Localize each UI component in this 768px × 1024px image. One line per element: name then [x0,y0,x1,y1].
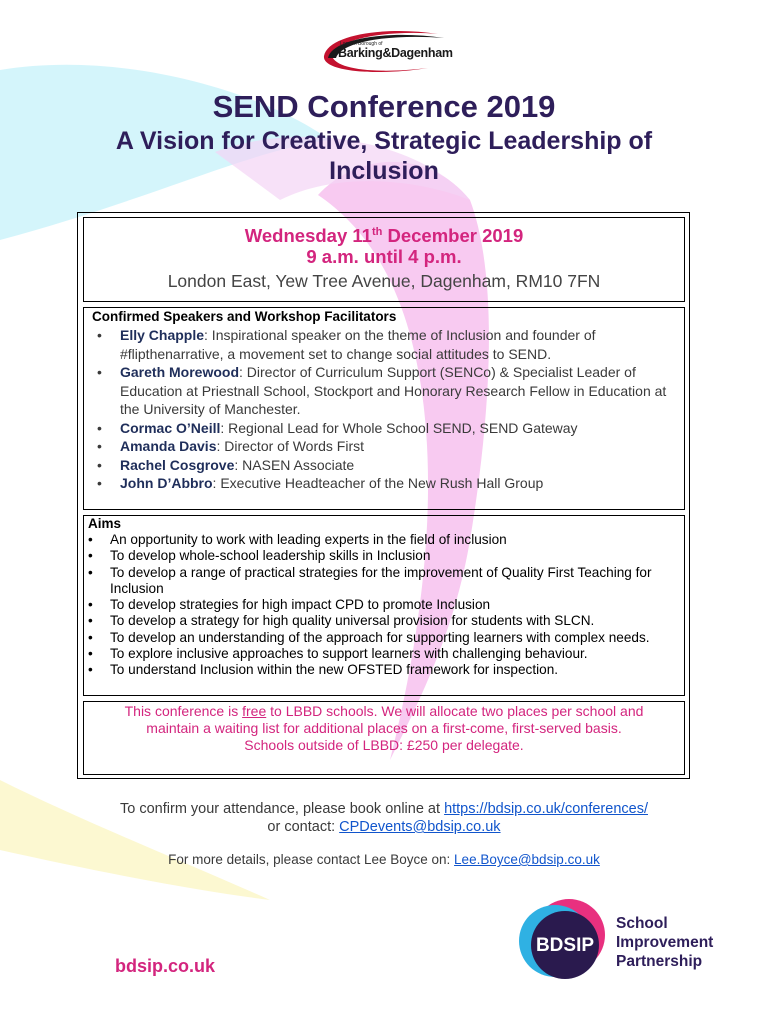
speaker-name: Rachel Cosgrove [120,456,235,473]
speaker-name: Cormac O’Neill [120,419,221,436]
booking-info: To confirm your attendance, please book online at https://bdsip.co.uk/conferences/ or contact: CPDevents@bdsip.co.uk [120,801,648,835]
speakers-heading: Confirmed Speakers and Workshop Facilitators [92,309,397,324]
speaker-item [84,419,684,438]
event-time: 9 a.m. until 4 p.m. [306,246,462,268]
speaker-item [84,326,684,363]
logo-name-text: Barking&Dagenham [338,46,453,60]
aim-item: • To develop a strategy for high quality universal provision for students with SLCN. [84,613,684,629]
lee-email-link[interactable]: Lee.Boyce@bdsip.co.uk [454,852,600,867]
speaker-item [84,437,684,456]
bdsip-logo-icon [515,893,611,989]
logo-small-text: London Borough of [340,41,383,47]
aim-item: • To explore inclusive approaches to support learners with challenging behaviour. [84,646,684,662]
pricing-box [83,701,685,775]
more-details: For more details, please contact Lee Boyce on: Lee.Boyce@bdsip.co.uk [168,852,600,867]
speaker-item [84,363,684,419]
speaker-name: John D’Abbro [120,475,213,491]
speaker-desc: : NASEN Associate [234,456,355,473]
lbbd-logo [318,26,453,76]
speaker-desc: : Inspirational speaker on the theme of Inclusion and founder of #flipthenarrative, a movement set to change social attitudes to SEND. [120,327,596,362]
speakers-box [83,307,685,510]
event-venue: London East, Yew Tree Avenue, Dagenham, RM10 7FN [167,271,601,292]
pricing-text: This conference is free to LBBD schools. We will allocate two places per school and maintain a waiting list for additional places on a first-come, first-served basis. Schools outside of LBBD: £250 per delegate. [124,703,644,753]
speaker-item [84,456,684,475]
speaker-desc: : Executive Headteacher of the New Rush Hall Group [212,475,544,491]
speaker-desc: : Director of Curriculum Support (SENCo) & Specialist Leader of Education at Priestnall School, Stockport and Honorary Research Fellow in Education at the University of Manchester. [120,364,667,417]
page-title: SEND Conference 2019 [212,89,556,124]
speaker-item [84,474,684,493]
speaker-desc: : Director of Words First [216,438,365,454]
booking-link[interactable]: https://bdsip.co.uk/conferences/ [444,801,648,817]
aim-item: • To develop strategies for high impact CPD to promote Inclusion [84,597,684,613]
aim-item: • To develop whole-school leadership skills in Inclusion [84,548,684,564]
aim-item: • To develop an understanding of the approach for supporting learners with complex needs. [84,630,684,646]
speaker-name: Gareth Morewood [120,364,240,380]
aim-item: • An opportunity to work with leading experts in the field of inclusion [84,532,684,548]
free-emphasis: free [242,703,267,719]
footer-url: bdsip.co.uk [115,956,216,976]
aims-box [83,515,685,696]
aim-item: • To develop a range of practical strategies for the improvement of Quality First Teaching for Inclusion [84,565,684,598]
cpd-email-link[interactable]: CPDevents@bdsip.co.uk [339,819,501,835]
event-date: Wednesday 11th December 2019 [244,225,524,247]
bdsip-mark: BDSIP [535,935,595,956]
bdsip-tagline: School Improvement Partnership [616,915,714,970]
speakers-list [84,326,684,493]
aims-list [84,532,684,679]
speaker-name: Elly Chapple [120,327,205,343]
event-details-box [83,217,685,302]
page-subtitle: A Vision for Creative, Strategic Leadership of Inclusion [115,127,653,185]
aims-heading: Aims [88,516,122,531]
speaker-name: Amanda Davis [120,438,217,454]
speaker-desc: : Regional Lead for Whole School SEND, SEND Gateway [220,419,578,436]
aim-item: • To understand Inclusion within the new OFSTED framework for inspection. [84,662,684,678]
